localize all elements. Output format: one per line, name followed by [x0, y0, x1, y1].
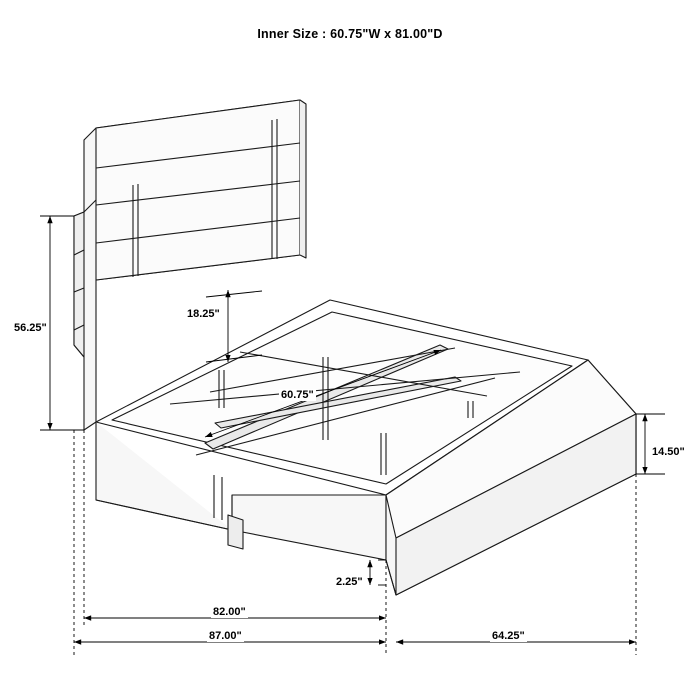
dimension-label-inner-length: 82.00": [213, 606, 246, 618]
dimension-label-inner-width: 60.75": [281, 389, 314, 401]
dimension-label-overall-width: 64.25": [492, 630, 525, 642]
dimension-label-footboard-height: 14.50": [652, 446, 685, 458]
page-title: Inner Size : 60.75"W x 81.00"D: [257, 27, 443, 41]
dimension-label-clearance-height: 2.25": [336, 576, 363, 588]
dimension-label-headboard-height: 56.25": [14, 322, 47, 334]
dimension-label-panel-height: 18.25": [187, 308, 220, 320]
dimension-label-overall-length: 87.00": [209, 630, 242, 642]
